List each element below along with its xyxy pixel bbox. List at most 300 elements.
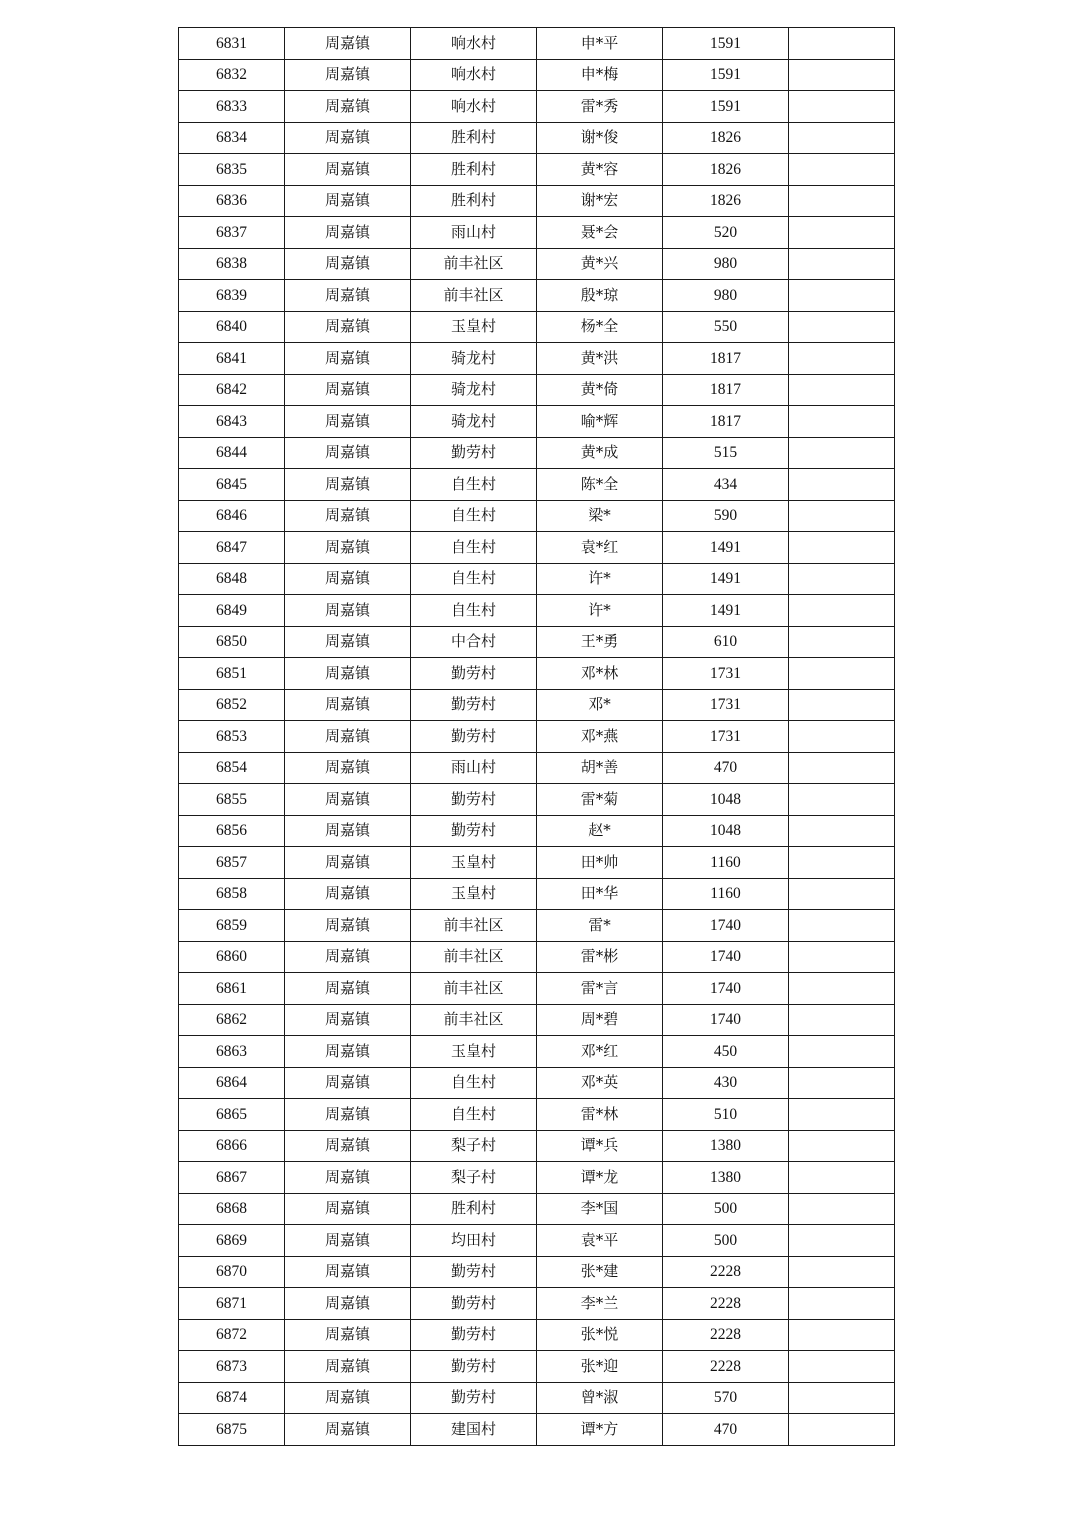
town-cell: 周嘉镇 — [285, 469, 411, 501]
table-row — [179, 311, 895, 343]
table-row — [179, 217, 895, 249]
name-cell: 李*兰 — [537, 1288, 663, 1320]
town-cell: 周嘉镇 — [285, 1225, 411, 1257]
amount-cell: 2228 — [663, 1351, 789, 1383]
town-cell: 周嘉镇 — [285, 280, 411, 312]
serial-number-cell: 6840 — [179, 311, 285, 343]
amount-cell: 550 — [663, 311, 789, 343]
town-cell: 周嘉镇 — [285, 343, 411, 375]
serial-number-cell: 6866 — [179, 1130, 285, 1162]
remarks-cell — [789, 1162, 895, 1194]
village-cell: 前丰社区 — [411, 1004, 537, 1036]
amount-cell: 2228 — [663, 1319, 789, 1351]
village-cell: 自生村 — [411, 532, 537, 564]
table-row — [179, 1162, 895, 1194]
serial-number-cell: 6856 — [179, 815, 285, 847]
serial-number-cell: 6834 — [179, 122, 285, 154]
table-row — [179, 1004, 895, 1036]
remarks-cell — [789, 563, 895, 595]
table-row — [179, 1099, 895, 1131]
remarks-cell — [789, 248, 895, 280]
serial-number-cell: 6855 — [179, 784, 285, 816]
serial-number-cell: 6874 — [179, 1382, 285, 1414]
serial-number-cell: 6862 — [179, 1004, 285, 1036]
serial-number-cell: 6845 — [179, 469, 285, 501]
town-cell: 周嘉镇 — [285, 1414, 411, 1446]
amount-cell: 2228 — [663, 1256, 789, 1288]
serial-number-cell: 6854 — [179, 752, 285, 784]
serial-number-cell: 6839 — [179, 280, 285, 312]
serial-number-cell: 6868 — [179, 1193, 285, 1225]
village-cell: 雨山村 — [411, 752, 537, 784]
village-cell: 玉皇村 — [411, 847, 537, 879]
remarks-cell — [789, 1319, 895, 1351]
town-cell: 周嘉镇 — [285, 1130, 411, 1162]
table-row — [179, 784, 895, 816]
village-cell: 胜利村 — [411, 1193, 537, 1225]
table-row — [179, 941, 895, 973]
village-cell: 骑龙村 — [411, 374, 537, 406]
town-cell: 周嘉镇 — [285, 815, 411, 847]
village-cell: 自生村 — [411, 469, 537, 501]
amount-cell: 450 — [663, 1036, 789, 1068]
serial-number-cell: 6842 — [179, 374, 285, 406]
town-cell: 周嘉镇 — [285, 752, 411, 784]
remarks-cell — [789, 1225, 895, 1257]
table-row — [179, 973, 895, 1005]
town-cell: 周嘉镇 — [285, 1382, 411, 1414]
amount-cell: 1826 — [663, 122, 789, 154]
serial-number-cell: 6844 — [179, 437, 285, 469]
village-cell: 勤劳村 — [411, 689, 537, 721]
name-cell: 谢*宏 — [537, 185, 663, 217]
table-row — [179, 185, 895, 217]
village-cell: 建国村 — [411, 1414, 537, 1446]
serial-number-cell: 6837 — [179, 217, 285, 249]
village-cell: 梨子村 — [411, 1130, 537, 1162]
name-cell: 雷*菊 — [537, 784, 663, 816]
serial-number-cell: 6863 — [179, 1036, 285, 1068]
table-row — [179, 1382, 895, 1414]
amount-cell: 1740 — [663, 973, 789, 1005]
village-cell: 前丰社区 — [411, 910, 537, 942]
name-cell: 邓* — [537, 689, 663, 721]
name-cell: 邓*英 — [537, 1067, 663, 1099]
amount-cell: 1740 — [663, 910, 789, 942]
village-cell: 勤劳村 — [411, 658, 537, 690]
town-cell: 周嘉镇 — [285, 1099, 411, 1131]
town-cell: 周嘉镇 — [285, 1288, 411, 1320]
table-row — [179, 1319, 895, 1351]
town-cell: 周嘉镇 — [285, 248, 411, 280]
village-cell: 自生村 — [411, 500, 537, 532]
remarks-cell — [789, 595, 895, 627]
remarks-cell — [789, 406, 895, 438]
name-cell: 袁*红 — [537, 532, 663, 564]
remarks-cell — [789, 311, 895, 343]
amount-cell: 434 — [663, 469, 789, 501]
remarks-cell — [789, 59, 895, 91]
table-row — [179, 1130, 895, 1162]
town-cell: 周嘉镇 — [285, 689, 411, 721]
remarks-cell — [789, 280, 895, 312]
town-cell: 周嘉镇 — [285, 500, 411, 532]
serial-number-cell: 6875 — [179, 1414, 285, 1446]
remarks-cell — [789, 1351, 895, 1383]
serial-number-cell: 6850 — [179, 626, 285, 658]
amount-cell: 510 — [663, 1099, 789, 1131]
amount-cell: 1731 — [663, 721, 789, 753]
serial-number-cell: 6853 — [179, 721, 285, 753]
table-body — [179, 28, 895, 1446]
town-cell: 周嘉镇 — [285, 154, 411, 186]
amount-cell: 430 — [663, 1067, 789, 1099]
name-cell: 雷*彬 — [537, 941, 663, 973]
village-cell: 胜利村 — [411, 154, 537, 186]
table-row — [179, 626, 895, 658]
remarks-cell — [789, 91, 895, 123]
town-cell: 周嘉镇 — [285, 1067, 411, 1099]
town-cell: 周嘉镇 — [285, 185, 411, 217]
town-cell: 周嘉镇 — [285, 1351, 411, 1383]
town-cell: 周嘉镇 — [285, 658, 411, 690]
village-cell: 勤劳村 — [411, 1382, 537, 1414]
remarks-cell — [789, 689, 895, 721]
town-cell: 周嘉镇 — [285, 784, 411, 816]
name-cell: 陈*全 — [537, 469, 663, 501]
village-cell: 前丰社区 — [411, 941, 537, 973]
serial-number-cell: 6846 — [179, 500, 285, 532]
village-cell: 前丰社区 — [411, 280, 537, 312]
name-cell: 田*帅 — [537, 847, 663, 879]
remarks-cell — [789, 1382, 895, 1414]
town-cell: 周嘉镇 — [285, 1004, 411, 1036]
town-cell: 周嘉镇 — [285, 374, 411, 406]
amount-cell: 500 — [663, 1193, 789, 1225]
table-row — [179, 122, 895, 154]
table-row — [179, 469, 895, 501]
table-row — [179, 1036, 895, 1068]
town-cell: 周嘉镇 — [285, 721, 411, 753]
town-cell: 周嘉镇 — [285, 91, 411, 123]
town-cell: 周嘉镇 — [285, 1162, 411, 1194]
serial-number-cell: 6870 — [179, 1256, 285, 1288]
remarks-cell — [789, 815, 895, 847]
town-cell: 周嘉镇 — [285, 1256, 411, 1288]
amount-cell: 590 — [663, 500, 789, 532]
serial-number-cell: 6832 — [179, 59, 285, 91]
village-cell: 响水村 — [411, 28, 537, 60]
amount-cell: 1491 — [663, 532, 789, 564]
table-row — [179, 815, 895, 847]
name-cell: 邓*燕 — [537, 721, 663, 753]
remarks-cell — [789, 532, 895, 564]
table-row — [179, 374, 895, 406]
town-cell: 周嘉镇 — [285, 437, 411, 469]
town-cell: 周嘉镇 — [285, 847, 411, 879]
town-cell: 周嘉镇 — [285, 311, 411, 343]
amount-cell: 1817 — [663, 343, 789, 375]
village-cell: 勤劳村 — [411, 437, 537, 469]
village-cell: 玉皇村 — [411, 311, 537, 343]
name-cell: 黄*容 — [537, 154, 663, 186]
village-cell: 自生村 — [411, 595, 537, 627]
table-row — [179, 595, 895, 627]
village-cell: 骑龙村 — [411, 406, 537, 438]
serial-number-cell: 6861 — [179, 973, 285, 1005]
name-cell: 张*迎 — [537, 1351, 663, 1383]
amount-cell: 1160 — [663, 878, 789, 910]
serial-number-cell: 6858 — [179, 878, 285, 910]
amount-cell: 1160 — [663, 847, 789, 879]
serial-number-cell: 6860 — [179, 941, 285, 973]
remarks-cell — [789, 1288, 895, 1320]
name-cell: 谭*方 — [537, 1414, 663, 1446]
amount-cell: 470 — [663, 752, 789, 784]
remarks-cell — [789, 658, 895, 690]
town-cell: 周嘉镇 — [285, 910, 411, 942]
serial-number-cell: 6871 — [179, 1288, 285, 1320]
serial-number-cell: 6864 — [179, 1067, 285, 1099]
village-cell: 勤劳村 — [411, 1319, 537, 1351]
name-cell: 张*悦 — [537, 1319, 663, 1351]
amount-cell: 980 — [663, 280, 789, 312]
table-row — [179, 1193, 895, 1225]
remarks-cell — [789, 1004, 895, 1036]
serial-number-cell: 6873 — [179, 1351, 285, 1383]
amount-cell: 570 — [663, 1382, 789, 1414]
remarks-cell — [789, 1067, 895, 1099]
serial-number-cell: 6852 — [179, 689, 285, 721]
town-cell: 周嘉镇 — [285, 1036, 411, 1068]
village-cell: 勤劳村 — [411, 784, 537, 816]
table-row — [179, 1256, 895, 1288]
name-cell: 雷* — [537, 910, 663, 942]
table-row — [179, 878, 895, 910]
name-cell: 黄*倚 — [537, 374, 663, 406]
name-cell: 雷*林 — [537, 1099, 663, 1131]
village-cell: 前丰社区 — [411, 248, 537, 280]
name-cell: 周*碧 — [537, 1004, 663, 1036]
village-cell: 勤劳村 — [411, 815, 537, 847]
table-row — [179, 1351, 895, 1383]
serial-number-cell: 6848 — [179, 563, 285, 595]
table-row — [179, 28, 895, 60]
amount-cell: 1826 — [663, 185, 789, 217]
village-cell: 自生村 — [411, 1067, 537, 1099]
amount-cell: 1817 — [663, 374, 789, 406]
serial-number-cell: 6869 — [179, 1225, 285, 1257]
village-cell: 自生村 — [411, 1099, 537, 1131]
table-row — [179, 689, 895, 721]
town-cell: 周嘉镇 — [285, 595, 411, 627]
amount-cell: 980 — [663, 248, 789, 280]
table-row — [179, 280, 895, 312]
remarks-cell — [789, 847, 895, 879]
name-cell: 张*建 — [537, 1256, 663, 1288]
town-cell: 周嘉镇 — [285, 532, 411, 564]
name-cell: 邓*红 — [537, 1036, 663, 1068]
remarks-cell — [789, 500, 895, 532]
table-row — [179, 91, 895, 123]
amount-cell: 1048 — [663, 815, 789, 847]
village-cell: 自生村 — [411, 563, 537, 595]
remarks-cell — [789, 217, 895, 249]
name-cell: 李*国 — [537, 1193, 663, 1225]
amount-cell: 1731 — [663, 658, 789, 690]
name-cell: 谭*兵 — [537, 1130, 663, 1162]
serial-number-cell: 6872 — [179, 1319, 285, 1351]
name-cell: 袁*平 — [537, 1225, 663, 1257]
amount-cell: 520 — [663, 217, 789, 249]
name-cell: 王*勇 — [537, 626, 663, 658]
table-row — [179, 343, 895, 375]
village-cell: 响水村 — [411, 59, 537, 91]
name-cell: 喻*辉 — [537, 406, 663, 438]
serial-number-cell: 6847 — [179, 532, 285, 564]
amount-cell: 610 — [663, 626, 789, 658]
name-cell: 雷*秀 — [537, 91, 663, 123]
amount-cell: 1591 — [663, 59, 789, 91]
town-cell: 周嘉镇 — [285, 563, 411, 595]
name-cell: 赵* — [537, 815, 663, 847]
remarks-cell — [789, 1130, 895, 1162]
town-cell: 周嘉镇 — [285, 941, 411, 973]
name-cell: 黄*兴 — [537, 248, 663, 280]
village-cell: 胜利村 — [411, 185, 537, 217]
table-row — [179, 437, 895, 469]
town-cell: 周嘉镇 — [285, 973, 411, 1005]
remarks-cell — [789, 973, 895, 1005]
amount-cell: 1826 — [663, 154, 789, 186]
table-row — [179, 154, 895, 186]
name-cell: 殷*琼 — [537, 280, 663, 312]
name-cell: 雷*言 — [537, 973, 663, 1005]
remarks-cell — [789, 374, 895, 406]
town-cell: 周嘉镇 — [285, 1319, 411, 1351]
table-row — [179, 752, 895, 784]
town-cell: 周嘉镇 — [285, 1193, 411, 1225]
serial-number-cell: 6857 — [179, 847, 285, 879]
table-row — [179, 406, 895, 438]
amount-cell: 1491 — [663, 595, 789, 627]
village-cell: 均田村 — [411, 1225, 537, 1257]
amount-cell: 1740 — [663, 1004, 789, 1036]
remarks-cell — [789, 185, 895, 217]
remarks-cell — [789, 910, 895, 942]
serial-number-cell: 6865 — [179, 1099, 285, 1131]
name-cell: 申*平 — [537, 28, 663, 60]
amount-cell: 2228 — [663, 1288, 789, 1320]
amount-cell: 470 — [663, 1414, 789, 1446]
town-cell: 周嘉镇 — [285, 878, 411, 910]
table-row — [179, 59, 895, 91]
village-cell: 勤劳村 — [411, 721, 537, 753]
village-cell: 雨山村 — [411, 217, 537, 249]
table-row — [179, 532, 895, 564]
serial-number-cell: 6867 — [179, 1162, 285, 1194]
table-row — [179, 1288, 895, 1320]
amount-cell: 1591 — [663, 28, 789, 60]
remarks-cell — [789, 1099, 895, 1131]
village-cell: 胜利村 — [411, 122, 537, 154]
table-row — [179, 1225, 895, 1257]
remarks-cell — [789, 721, 895, 753]
amount-cell: 515 — [663, 437, 789, 469]
serial-number-cell: 6849 — [179, 595, 285, 627]
table-row — [179, 721, 895, 753]
amount-cell: 1817 — [663, 406, 789, 438]
town-cell: 周嘉镇 — [285, 122, 411, 154]
remarks-cell — [789, 1036, 895, 1068]
remarks-cell — [789, 122, 895, 154]
name-cell: 谭*龙 — [537, 1162, 663, 1194]
name-cell: 聂*会 — [537, 217, 663, 249]
name-cell: 曾*淑 — [537, 1382, 663, 1414]
amount-cell: 1380 — [663, 1130, 789, 1162]
village-cell: 响水村 — [411, 91, 537, 123]
remarks-cell — [789, 437, 895, 469]
town-cell: 周嘉镇 — [285, 217, 411, 249]
name-cell: 黄*成 — [537, 437, 663, 469]
name-cell: 杨*全 — [537, 311, 663, 343]
village-cell: 梨子村 — [411, 1162, 537, 1194]
village-cell: 勤劳村 — [411, 1256, 537, 1288]
town-cell: 周嘉镇 — [285, 59, 411, 91]
name-cell: 邓*林 — [537, 658, 663, 690]
serial-number-cell: 6843 — [179, 406, 285, 438]
remarks-cell — [789, 1256, 895, 1288]
serial-number-cell: 6859 — [179, 910, 285, 942]
village-cell: 勤劳村 — [411, 1351, 537, 1383]
data-table — [178, 27, 895, 1446]
remarks-cell — [789, 784, 895, 816]
remarks-cell — [789, 343, 895, 375]
village-cell: 前丰社区 — [411, 973, 537, 1005]
village-cell: 勤劳村 — [411, 1288, 537, 1320]
village-cell: 骑龙村 — [411, 343, 537, 375]
village-cell: 玉皇村 — [411, 1036, 537, 1068]
name-cell: 申*梅 — [537, 59, 663, 91]
table-row — [179, 658, 895, 690]
name-cell: 田*华 — [537, 878, 663, 910]
town-cell: 周嘉镇 — [285, 28, 411, 60]
table-row — [179, 1067, 895, 1099]
amount-cell: 1048 — [663, 784, 789, 816]
amount-cell: 1380 — [663, 1162, 789, 1194]
amount-cell: 1740 — [663, 941, 789, 973]
amount-cell: 1731 — [663, 689, 789, 721]
town-cell: 周嘉镇 — [285, 626, 411, 658]
amount-cell: 1491 — [663, 563, 789, 595]
table-row — [179, 847, 895, 879]
serial-number-cell: 6835 — [179, 154, 285, 186]
name-cell: 谢*俊 — [537, 122, 663, 154]
table-row — [179, 1414, 895, 1446]
serial-number-cell: 6831 — [179, 28, 285, 60]
remarks-cell — [789, 154, 895, 186]
table-row — [179, 563, 895, 595]
amount-cell: 1591 — [663, 91, 789, 123]
town-cell: 周嘉镇 — [285, 406, 411, 438]
name-cell: 许* — [537, 595, 663, 627]
serial-number-cell: 6836 — [179, 185, 285, 217]
remarks-cell — [789, 1193, 895, 1225]
table-row — [179, 248, 895, 280]
village-cell: 玉皇村 — [411, 878, 537, 910]
village-cell: 中合村 — [411, 626, 537, 658]
remarks-cell — [789, 1414, 895, 1446]
